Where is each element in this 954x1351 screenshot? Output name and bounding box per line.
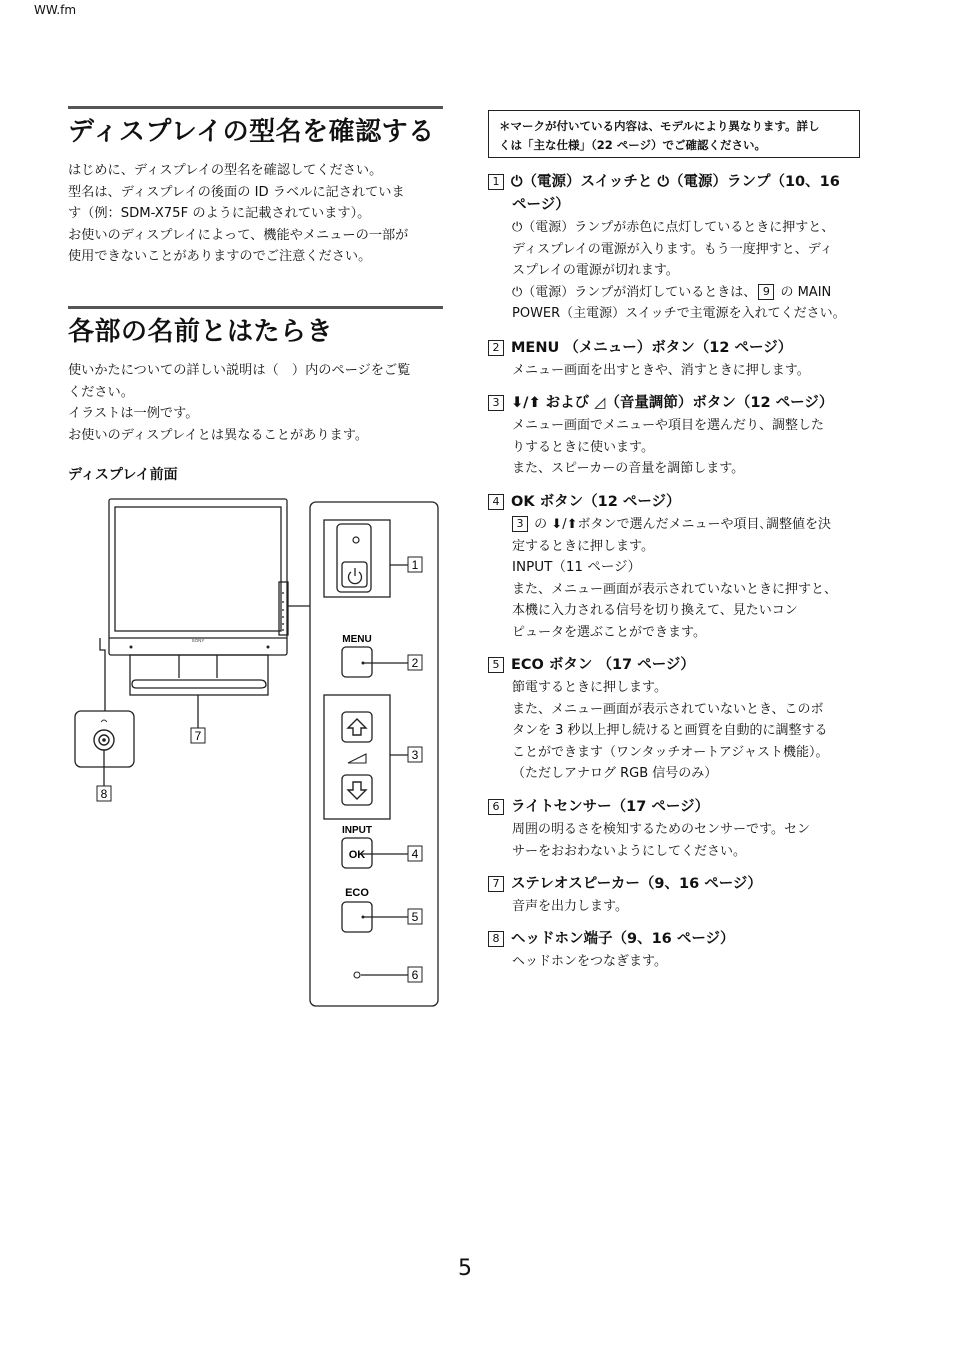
power-icon <box>349 568 362 584</box>
item-title: ステレオスピーカー（9、16 ページ） <box>511 876 762 892</box>
item-eco <box>488 654 868 785</box>
item-title: ライトセンサー（17 ページ） <box>511 799 710 815</box>
volume-icon: ◿ <box>594 395 606 411</box>
menu-button <box>342 647 372 677</box>
item-number: 1 <box>488 174 504 190</box>
item-title: ヘッドホン端子（9、16 ページ） <box>511 931 735 947</box>
item-title: / <box>523 395 529 411</box>
item-ok <box>488 491 868 643</box>
power-group-box <box>324 520 390 597</box>
body-text: / <box>562 517 567 532</box>
down-button <box>342 775 372 805</box>
up-button <box>342 712 372 742</box>
volume-icon <box>348 754 366 763</box>
item-title: MENU （メニュー）ボタン（12 ページ） <box>511 340 793 356</box>
body-line: （電源）ランプが赤色に点灯しているときに押すと、 <box>522 220 835 235</box>
up-arrow-icon: ⬆ <box>566 517 578 532</box>
power-icon: ⏻ <box>512 220 523 235</box>
down-arrow-icon: ⬇ <box>551 517 563 532</box>
subheading-front: ディスプレイ前面 <box>68 467 178 483</box>
text-line: お使いのディスプレイによって、機能やメニューの一部が <box>68 227 409 243</box>
body-text: の MAIN <box>780 284 832 300</box>
body-line: スプレイの電源が切れます。 <box>512 263 679 278</box>
body-line: POWER（主電源）スイッチで主電源を入れてください。 <box>512 306 846 321</box>
note-line: くは「主な仕様」（22 ページ）でご確認ください。 <box>499 138 767 152</box>
item-number: 5 <box>488 657 504 673</box>
body-line: 音声を出力します。 <box>512 899 628 914</box>
item-number: 7 <box>488 876 504 892</box>
item-number: 4 <box>488 494 504 510</box>
text-line: 使いかたについての詳しい説明は（ ）内のページをご覧 <box>68 363 411 378</box>
stand-base <box>132 680 266 688</box>
callout-6: 6 <box>411 968 419 982</box>
body-text: （電源）ランプが消灯しているときは、 <box>522 284 757 300</box>
item-title: ページ） <box>512 197 570 213</box>
eco-label: ECO <box>345 887 369 899</box>
text-line: す（例：SDM-X75F のように記載されています）。 <box>68 206 371 221</box>
item-menu <box>488 337 868 382</box>
ok-label: OK <box>348 849 366 861</box>
text-line: お使いのディスプレイとは異なることがあります。 <box>68 427 369 443</box>
body-line: また、メニュー画面が表示されていないときに押すと、 <box>512 581 838 597</box>
callout-2: 2 <box>411 656 419 670</box>
item-arrows <box>488 392 868 480</box>
text-line: 型名は、ディスプレイの後面の ID ラベルに記されていま <box>68 184 405 200</box>
section-body-parts <box>68 360 410 446</box>
ref-number: 9 <box>758 284 774 300</box>
power-icon: ⏻ <box>657 174 669 190</box>
body-line: ヘッドホンをつなぎます。 <box>512 954 667 969</box>
power-icon: ⏻ <box>511 174 523 190</box>
up-arrow-icon <box>348 719 366 735</box>
callout-1: 1 <box>411 558 419 572</box>
body-line: りするときに使います。 <box>512 439 654 455</box>
body-line: 節電するときに押します。 <box>512 680 667 695</box>
text-line: はじめに、ディスプレイの型名を確認してください。 <box>68 163 383 178</box>
item-title: および <box>545 395 590 411</box>
section-title-parts: 各部の名前とはたらき <box>68 317 334 347</box>
ref-number: 3 <box>512 516 528 532</box>
light-sensor <box>354 972 360 978</box>
item-number: 6 <box>488 799 504 815</box>
item-title: ECO ボタン （17 ページ） <box>511 657 695 673</box>
item-number: 3 <box>488 395 504 411</box>
brand-logo: SONY <box>191 638 205 643</box>
callout-4: 4 <box>411 847 419 861</box>
control-panel-outline <box>310 502 438 1006</box>
callout-5: 5 <box>411 910 419 924</box>
body-line: （ただしアナログ RGB 信号のみ） <box>512 766 718 781</box>
down-arrow-icon <box>348 782 366 799</box>
item-number: 8 <box>488 931 504 947</box>
callout-3: 3 <box>411 748 419 762</box>
section-rule <box>68 306 443 309</box>
body-line: タンを 3 秒以上押し続けると画質を自動的に調整する <box>512 723 828 738</box>
display-front-diagram <box>60 490 450 1015</box>
body-line: ディスプレイの電源が入ります。もう一度押すと、ディ <box>512 241 833 257</box>
up-arrow-icon: ⬆ <box>528 395 541 411</box>
body-line: また、メニュー画面が表示されていないとき、このボ <box>512 701 824 717</box>
power-icon: ⏻ <box>512 284 523 300</box>
body-line: 周囲の明るさを検知するためのセンサーです。セン <box>512 822 810 837</box>
item-speaker <box>488 873 868 918</box>
stand-base-box <box>130 655 268 695</box>
body-line: 本機に入力される信号を切り換えて、見たいコン <box>512 603 798 618</box>
arrow-group-box <box>324 695 390 819</box>
model-note-box <box>488 110 860 158</box>
item-number: 2 <box>488 340 504 356</box>
note-line: ＊マークが付いている内容は、モデルにより異なります。詳し <box>499 119 820 133</box>
menu-label: MENU <box>342 634 372 645</box>
down-arrow-icon: ⬇ <box>511 395 524 411</box>
section-title-model: ディスプレイの型名を確認する <box>68 117 435 147</box>
body-line: 定するときに押します。 <box>512 538 654 554</box>
file-name: WW.fm <box>34 3 77 17</box>
input-label: INPUT <box>342 825 372 836</box>
section-rule <box>68 106 443 109</box>
body-text: ボタンで選んだメニューや項目､調整値を決 <box>577 517 832 532</box>
headphone-icon <box>101 720 107 722</box>
power-lamp <box>353 537 359 543</box>
body-line: メニュー画面を出すときや、消すときに押します。 <box>512 363 810 378</box>
body-line: ことができます（ワンタッチオートアジャスト機能）。 <box>512 744 829 760</box>
section-body-model <box>68 160 408 268</box>
item-headphone <box>488 928 868 973</box>
sub-heading-input: INPUT（11 ページ） <box>512 559 642 575</box>
body-text: の <box>534 517 548 532</box>
callout-7: 7 <box>194 729 202 743</box>
item-title: （電源）ランプ（10、16 <box>668 174 840 190</box>
item-title: OK ボタン（12 ページ） <box>511 494 681 510</box>
body-line: また、スピーカーの音量を調節します。 <box>512 461 745 476</box>
text-line: ください。 <box>68 384 134 400</box>
callout-8: 8 <box>100 787 108 801</box>
body-line: ピュータを選ぶことができます。 <box>512 624 706 640</box>
page-number: 5 <box>458 1256 472 1281</box>
item-title: （音量調節）ボタン（12 ページ） <box>605 395 834 411</box>
text-line: イラストは一例です。 <box>68 406 199 421</box>
item-power <box>488 171 868 325</box>
text-line: 使用できないことがありますのでご注意ください。 <box>68 249 372 264</box>
body-line: サーをおおわないようにしてください。 <box>512 843 747 859</box>
monitor-screen <box>115 507 281 631</box>
body-line: メニュー画面でメニューや項目を選んだり、調整した <box>512 418 825 433</box>
item-light-sensor <box>488 796 868 862</box>
item-title: （電源）スイッチと <box>522 174 653 190</box>
